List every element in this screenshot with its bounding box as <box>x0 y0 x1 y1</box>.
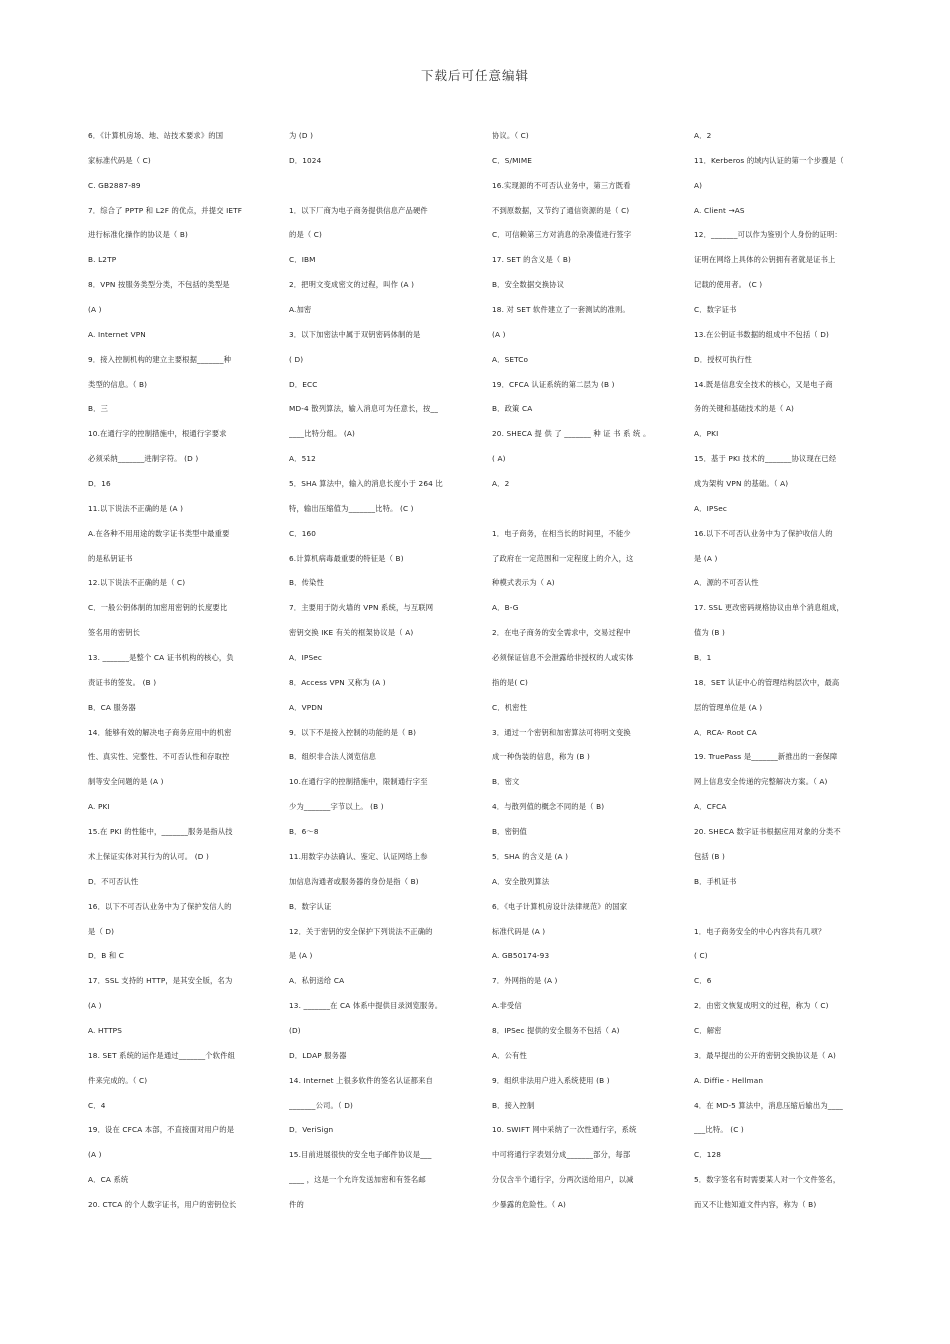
text-line: 1．以下厂商为电子商务提供信息产品硬件 <box>289 205 428 215</box>
text-line: 12.以下说法不正确的是（ C) <box>88 578 186 588</box>
text-line: ___比特。 (C ) <box>694 1125 744 1135</box>
text-line: 不到原数据，又节约了通信资源的是（ C) <box>492 205 630 215</box>
text-line: 19．CFCA 认证系统的第二层为 (B ) <box>492 379 615 389</box>
text-line: 3．通过一个密钥和加密算法可将明文变换 <box>492 727 631 737</box>
text-line: 14．能够有效的解决电子商务应用中的机密 <box>88 727 232 737</box>
text-line: ( C) <box>694 951 708 961</box>
text-line: A．私钥送给 CA <box>289 976 345 986</box>
text-line: 15.目前进展很快的安全电子邮件协议是___ <box>289 1150 432 1160</box>
text-line: A.在各种不用用途的数字证书类型中最重要 <box>88 528 230 538</box>
text-line: 成一种伪装的信息，称为 (B ) <box>492 752 591 762</box>
text-line: 家标准代码是（ C) <box>88 155 151 165</box>
page-header: 下载后可任意编辑 <box>420 68 529 83</box>
text-line: A．IPSec <box>694 503 728 513</box>
text-line: 7．外网指的是 (A ) <box>492 976 558 986</box>
text-line: 而又不让他知道文件内容，称为（ B) <box>694 1199 817 1209</box>
text-column-2 <box>289 129 475 1223</box>
text-line: MD-4 散列算法，输入消息可为任意长，按__ <box>289 404 439 414</box>
text-line: B．组织非合法人浏览信息 <box>289 752 377 762</box>
text-line: 指的是( C) <box>492 677 529 687</box>
text-line: A．VPDN <box>289 702 323 712</box>
text-line: 性、真实性、完整性、不可否认性和存取控 <box>88 752 230 762</box>
text-line: A．源的不可否认性 <box>694 578 759 588</box>
text-line: B．政策 CA <box>492 404 533 414</box>
text-line: C．一般公钥体制的加密用密钥的长度要比 <box>88 603 228 613</box>
text-line: (A ) <box>88 305 102 315</box>
text-line <box>289 179 475 204</box>
text-line: ( D) <box>289 354 304 364</box>
text-line: C．可信赖第三方对消息的杂凑值进行签字 <box>492 230 632 240</box>
text-line: 必须采纳_______进制字符。 (D ) <box>88 454 199 464</box>
text-line: C．数字证书 <box>694 305 737 315</box>
text-line: 3．最早提出的公开的密钥交换协议是（ A) <box>694 1050 836 1060</box>
text-line: B．手机证书 <box>694 876 737 886</box>
text-line: D．LDAP 服务器 <box>289 1050 347 1060</box>
text-line: C．IBM <box>289 255 316 265</box>
text-line: 是 (A ) <box>694 553 718 563</box>
text-line: 证明在网络上具体的公钥拥有者就是证书上 <box>694 255 836 265</box>
text-line: B．密文 <box>492 777 520 787</box>
text-line: 少暴露的危险性。（ A) <box>492 1199 566 1209</box>
text-line <box>492 502 678 527</box>
text-line: D．B 和 C <box>88 951 125 961</box>
text-line: 13. _______是整个 CA 证书机构的核心，负 <box>88 653 234 663</box>
text-line: _______公司。（ D) <box>289 1100 353 1110</box>
text-line: B．传染性 <box>289 578 324 588</box>
text-line: 20. SHECA 提 供 了 _______ 种 证 书 系 统 。 <box>492 429 651 439</box>
text-line: 8．IPSec 提供的安全服务不包括（ A) <box>492 1025 620 1035</box>
text-line: 4．与散列值的概念不同的是（ B) <box>492 802 605 812</box>
text-line: 16.以下不可否认业务中为了保护收信人的 <box>694 528 833 538</box>
text-line: 5．SHA 的含义是 (A ) <box>492 851 569 861</box>
text-line: 17. SSL 更改密码规格协议由单个消息组成， <box>694 603 844 613</box>
text-line: 3．以下加密法中属于双钥密码体制的是 <box>289 329 421 339</box>
text-line: B．安全数据交换协议 <box>492 280 565 290</box>
text-line: (A ) <box>492 329 506 339</box>
text-line: 17. SET 的含义是（ B) <box>492 255 571 265</box>
text-line: 10.在通行字的控制措施中，限制通行字至 <box>289 777 428 787</box>
text-line: 协议。（ C) <box>492 131 529 140</box>
text-line: D．不可否认性 <box>88 876 139 886</box>
text-line: D．1024 <box>289 155 322 165</box>
text-line: C．机密性 <box>492 702 528 712</box>
text-column-3 <box>492 129 678 1223</box>
text-line: B．接入控制 <box>492 1100 535 1110</box>
text-line: 11．Kerberos 的域内认证的第一个步骤是（ <box>694 155 844 165</box>
text-line: A．B-G <box>492 603 519 613</box>
text-line: 12．关于密钥的安全保护下列说法不正确的 <box>289 926 433 936</box>
text-line: 件的 <box>289 1199 304 1209</box>
text-line: (A ) <box>88 1150 102 1160</box>
text-line: A．RCA- Root CA <box>694 727 757 737</box>
text-line: 签名用的密钥长 <box>88 628 141 638</box>
text-line: A．2 <box>694 131 712 140</box>
text-line: 包括 (B ) <box>694 851 725 861</box>
text-line: B．数字认证 <box>289 901 332 911</box>
text-line: ( A) <box>492 454 506 464</box>
text-line: 术上保证实体对其行为的认可。 (D ) <box>88 851 209 861</box>
text-line: D．ECC <box>289 379 318 389</box>
text-line: D．VeriSign <box>289 1125 334 1135</box>
text-line <box>694 900 880 925</box>
text-line: 14.既是信息安全技术的核心，又是电子商 <box>694 379 833 389</box>
text-line: 12．_______可以作为鉴别个人身份的证明： <box>694 230 842 240</box>
text-line: 7．主要用于防火墙的 VPN 系统，与互联网 <box>289 603 434 613</box>
text-line: 11.以下说法不正确的是 (A ) <box>88 503 184 513</box>
text-line: 为 (D ) <box>289 131 314 140</box>
text-line: 是（ D) <box>88 926 115 936</box>
text-line: ____比特分组。 (A) <box>289 429 356 439</box>
text-line: 18．SET 认证中心的管理结构层次中，最高 <box>694 677 840 687</box>
text-line: A．PKI <box>694 429 719 439</box>
text-line: 9．接入控制机构的建立主要根据_______种 <box>88 354 232 364</box>
text-line: B．三 <box>88 404 109 414</box>
text-line: 责证书的签发。 (B ) <box>88 677 157 687</box>
text-line: 了政府在一定范围和一定程度上的介入，这 <box>492 553 634 563</box>
text-line: 20. SHECA 数字证书根据应用对象的分类不 <box>694 827 841 837</box>
text-line: B．6～8 <box>289 827 319 837</box>
text-line: 5．SHA 算法中，输入的消息长度小于 264 比 <box>289 479 443 489</box>
text-line: 18. SET 系统的运作是通过_______个软件组 <box>88 1050 236 1060</box>
text-line: 20. CTCA 的个人数字证书，用户的密钥位长 <box>88 1199 237 1209</box>
text-line: A. Client →AS <box>694 205 745 215</box>
text-line: A．IPSec <box>289 653 323 663</box>
text-line: 13.在公钥证书数据的组成中不包括（ D) <box>694 329 829 339</box>
text-line: 4．在 MD-5 算法中，消息压缩后输出为____ <box>694 1100 843 1110</box>
text-line: 10.在通行字的控制措施中，根通行字要求 <box>88 429 227 439</box>
text-line: 17．SSL 支持的 HTTP，是其安全版，名为 <box>88 976 233 986</box>
text-line: 7．综合了 PPTP 和 L2F 的优点，并提交 IETF <box>88 205 243 215</box>
text-column-1 <box>88 129 274 1223</box>
text-line: 8．VPN 按服务类型分类，不包括的类型是 <box>88 280 230 290</box>
text-line: 19．设在 CFCA 本部，不直接面对用户的是 <box>88 1125 235 1135</box>
text-line: 种模式表示为（ A) <box>492 578 555 588</box>
text-line: 类型的信息。（ B) <box>88 379 148 389</box>
text-line: 1．电子商务安全的中心内容共有几项？ <box>694 926 826 936</box>
text-line: A．公有性 <box>492 1050 527 1060</box>
text-line: A. PKI <box>88 802 110 812</box>
text-line: C．6 <box>694 976 712 986</box>
text-line: 必须保证信息不会泄露给非授权的人或实体 <box>492 653 634 663</box>
text-line: 2．在电子商务的安全需求中，交易过程中 <box>492 628 631 638</box>
text-line: 网上信息安全传递的完整解决方案。（ A) <box>694 777 828 787</box>
text-line: A．CFCA <box>694 802 727 812</box>
text-line: 6．《电子计算机房设计法律规范》的国家 <box>492 901 628 911</box>
text-line: 分仅含半个通行字，分两次送给用户，以减 <box>492 1175 634 1185</box>
text-line: 特，输出压缩值为_______比特。 (C ) <box>289 503 414 513</box>
text-line: B. L2TP <box>88 255 117 265</box>
text-line: A．SETCo <box>492 354 529 364</box>
text-line: 的是（ C) <box>289 230 323 240</box>
text-line: 6.计算机病毒最重要的特征是（ B) <box>289 553 404 563</box>
text-line: (D) <box>289 1025 301 1035</box>
text-line: B．密钥值 <box>492 827 527 837</box>
text-line: 标准代码是 (A ) <box>492 926 546 936</box>
text-line: 16.实现源的不可否认业务中，第三方既看 <box>492 180 631 190</box>
text-line: 2．把明文变成密文的过程，叫作 (A ) <box>289 280 415 290</box>
text-line: A. GB50174-93 <box>492 951 550 961</box>
text-column-4 <box>694 129 880 1223</box>
text-line: C．128 <box>694 1150 722 1160</box>
text-line: 加信息沟通者或服务器的身份是指（ B) <box>289 876 419 886</box>
text-line: 务的关键和基础技术的是（ A) <box>694 404 794 414</box>
text-line: C．解密 <box>694 1025 722 1035</box>
text-line: 9．组织非法用户进入系统使用 (B ) <box>492 1075 610 1085</box>
text-line: 中可将通行字表划分成_______部分，每部 <box>492 1150 631 1160</box>
text-line: A. HTTPS <box>88 1025 123 1035</box>
text-line: B．CA 服务器 <box>88 702 136 712</box>
text-line: 10. SWIFT 网中采纳了一次性通行字，系统 <box>492 1125 637 1135</box>
text-line: A.非受信 <box>492 1001 522 1011</box>
text-line: C．S/MIME <box>492 155 533 165</box>
text-line: C．4 <box>88 1100 106 1110</box>
text-line: 记载的使用者。 (C ) <box>694 280 763 290</box>
text-line: 18. 对 SET 软件建立了一套测试的准则。 <box>492 305 630 315</box>
text-line: A．2 <box>492 479 510 489</box>
text-line: 11.用数字办法确认、鉴定、认证网络上参 <box>289 851 428 861</box>
text-line: A．CA 系统 <box>88 1175 129 1185</box>
text-line: 9．以下不是接入控制的功能的是（ B) <box>289 727 417 737</box>
text-line: 15.在 PKI 的性能中，_______服务是指从技 <box>88 827 233 837</box>
text-line: 16．以下不可否认业务中为了保护发信人的 <box>88 901 232 911</box>
text-line: D．16 <box>88 479 111 489</box>
text-line: 的是私钥证书 <box>88 553 133 563</box>
text-line: 13. _______在 CA 体系中提供目录浏览服务。 <box>289 1001 443 1011</box>
text-line: 件来完成的。（ C) <box>88 1075 148 1085</box>
text-line: A．512 <box>289 454 316 464</box>
text-line: 密钥交换 IKE 有关的框架协议是（ A) <box>289 628 414 638</box>
text-line: 成为架构 VPN 的基础。（ A) <box>694 479 789 489</box>
text-line: 8．Access VPN 又称为 (A ) <box>289 677 386 687</box>
text-line: 少为_______字节以上。 (B ) <box>289 802 384 812</box>
text-line: C．160 <box>289 528 317 538</box>
text-line: 5．数字签名有时需要某人对一个文件签名， <box>694 1175 841 1185</box>
text-line: A. Internet VPN <box>88 329 146 339</box>
text-line: 层的管理单位是 (A ) <box>694 702 763 712</box>
text-line: B．1 <box>694 653 712 663</box>
text-line: 6．《计算机房场、地、站技术要求》的国 <box>88 131 224 140</box>
text-line: 19. TruePass 是_______新推出的一套保障 <box>694 752 838 762</box>
text-line: (A ) <box>88 1001 102 1011</box>
text-line: 是 (A ) <box>289 951 313 961</box>
text-line: A. Diffie - Hellman <box>694 1075 764 1085</box>
text-line: 14. Internet 上很多软件的签名认证都来自 <box>289 1075 433 1085</box>
text-line: 值为 (B ) <box>694 628 725 638</box>
text-line: A.加密 <box>289 305 312 315</box>
text-line: D．授权可执行性 <box>694 354 752 364</box>
text-line: 进行标准化操作的协议是（ B) <box>88 230 188 240</box>
text-line: 1．电子商务，在相当长的时间里，不能少 <box>492 528 631 538</box>
text-line: 15．基于 PKI 技术的_______协议现在已经 <box>694 454 837 464</box>
text-line: C. GB2887-89 <box>88 180 141 190</box>
text-line: A．安全散列算法 <box>492 876 550 886</box>
text-line: 2．由密文恢复成明文的过程，称为（ C) <box>694 1001 829 1011</box>
text-line: A) <box>694 180 703 190</box>
text-line: 制等安全问题的是 (A ) <box>88 777 164 787</box>
text-line: ____ ，这是一个允许发送加密和有签名邮 <box>289 1175 426 1185</box>
